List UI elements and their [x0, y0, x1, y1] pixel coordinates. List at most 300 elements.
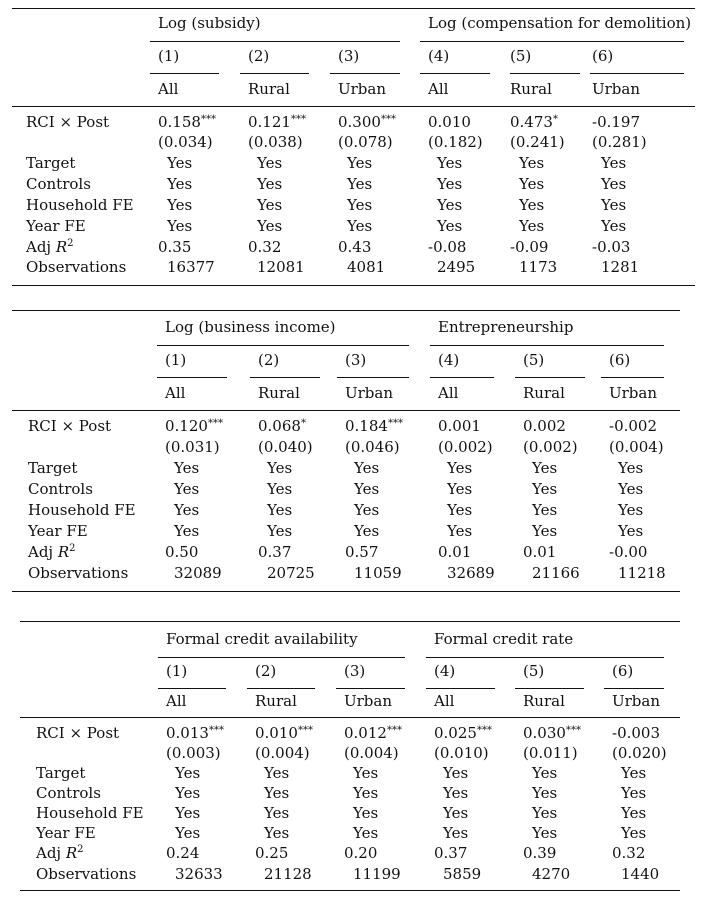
coefficient-cell-text: 0.025	[434, 724, 477, 742]
value-cell	[158, 238, 191, 256]
value-cell	[354, 522, 379, 540]
coefficient-cell	[248, 113, 306, 134]
value-cell-text: Yes	[443, 824, 469, 842]
value-cell-text: Yes	[167, 217, 193, 235]
row-label-text: Year FE	[36, 824, 96, 842]
coefficient-cell	[344, 724, 402, 745]
coefficient-cell-text: 0.158	[158, 113, 201, 131]
panel-1-group-rule	[157, 345, 409, 346]
coefficient-cell-text: 0.030	[523, 724, 566, 742]
panel-0-top-rule	[12, 8, 695, 9]
value-cell-text: Yes	[437, 175, 463, 193]
panel-2-col-label	[612, 692, 660, 710]
value-cell	[353, 804, 378, 822]
panel-1-col-number	[165, 351, 186, 369]
value-cell-text: Yes	[347, 175, 373, 193]
std-error-cell	[338, 133, 393, 151]
std-error-cell-text: (0.011)	[523, 744, 578, 762]
panel-1-col-label	[165, 384, 185, 402]
std-error-cell-text: (0.004)	[344, 744, 399, 762]
value-cell-text: Yes	[354, 480, 380, 498]
panel-2-col-label	[166, 692, 186, 710]
panel-2-col-rule	[247, 688, 315, 689]
row-label	[26, 196, 134, 214]
panel-2-col-number-text: (6)	[612, 662, 634, 680]
value-cell	[438, 543, 471, 561]
value-cell-text: Yes	[601, 217, 627, 235]
coefficient-cell-text: 0.068	[258, 417, 301, 435]
value-cell-text: Yes	[437, 196, 463, 214]
std-error-cell-text: (0.182)	[428, 133, 483, 151]
panel-2-col-number	[166, 662, 187, 680]
row-label	[26, 258, 126, 276]
row-label-text: RCI × Post	[28, 417, 112, 435]
row-label	[36, 724, 119, 742]
row-label-text: Observations	[26, 258, 127, 276]
value-cell	[264, 764, 289, 782]
panel-1-group-title	[165, 318, 336, 336]
value-cell-text: Yes	[167, 196, 193, 214]
panel-0-col-label-text: All	[158, 80, 179, 98]
panel-0-bottom-rule	[12, 285, 695, 286]
panel-0-group-title	[428, 14, 691, 32]
value-cell	[519, 196, 544, 214]
value-cell-text: Yes	[447, 501, 473, 519]
panel-2-col-number-text: (1)	[166, 662, 188, 680]
value-cell-text: Yes	[601, 196, 627, 214]
coefficient-cell	[255, 724, 313, 745]
value-cell	[519, 154, 544, 172]
value-cell	[264, 804, 289, 822]
value-cell-text: Yes	[174, 501, 200, 519]
value-cell	[347, 196, 372, 214]
value-cell	[344, 844, 377, 862]
value-cell	[255, 844, 288, 862]
panel-1-group-title	[438, 318, 573, 336]
panel-2-group-rule	[158, 657, 405, 658]
value-cell	[345, 543, 378, 561]
row-label	[36, 784, 101, 802]
panel-1-col-number	[258, 351, 279, 369]
panel-2-col-label-text: Urban	[612, 692, 661, 710]
value-cell-text: 0.32	[612, 844, 646, 862]
row-label	[26, 217, 86, 235]
value-cell-text: Yes	[601, 175, 627, 193]
panel-2-group-rule	[426, 657, 664, 658]
value-cell	[353, 824, 378, 842]
row-label	[28, 501, 136, 519]
significance-stars: ***	[208, 725, 224, 736]
value-cell	[621, 824, 646, 842]
value-cell-text: 2495	[437, 258, 476, 276]
row-label-text: RCI × Post	[26, 113, 110, 131]
coefficient-cell-text: -0.002	[609, 417, 658, 435]
value-cell-text: Yes	[532, 764, 558, 782]
panel-2-col-number-text: (4)	[434, 662, 456, 680]
value-cell-text: Yes	[264, 764, 290, 782]
panel-0-group-rule	[420, 41, 684, 42]
value-cell-text: Yes	[447, 522, 473, 540]
value-cell-text: Yes	[532, 804, 558, 822]
panel-0-col-number	[338, 47, 359, 65]
value-cell-text: 11059	[354, 564, 402, 582]
coefficient-cell-text: 0.010	[255, 724, 298, 742]
significance-stars: ***	[476, 725, 492, 736]
value-cell-text: 12081	[257, 258, 305, 276]
value-cell-text: 32689	[447, 564, 495, 582]
value-cell	[447, 522, 472, 540]
value-cell-text: 0.20	[344, 844, 378, 862]
panel-1-col-number-text: (5)	[523, 351, 545, 369]
panel-2-group-title	[166, 630, 358, 648]
std-error-cell-text: (0.046)	[345, 438, 400, 456]
coefficient-cell-text: -0.197	[592, 113, 641, 131]
value-cell-text: 0.37	[258, 543, 292, 561]
panel-0-col-number	[248, 47, 269, 65]
panel-0-col-rule	[590, 73, 684, 74]
significance-stars: ***	[565, 725, 581, 736]
value-cell-text: -0.08	[428, 238, 467, 256]
value-cell	[267, 480, 292, 498]
coefficient-cell-text: 0.473	[510, 113, 553, 131]
value-cell-text: Yes	[354, 522, 380, 540]
coefficient-cell	[258, 417, 306, 438]
panel-2-col-number	[344, 662, 365, 680]
value-cell	[354, 459, 379, 477]
value-cell	[347, 175, 372, 193]
row-label	[28, 480, 93, 498]
value-cell-text: Yes	[257, 175, 283, 193]
value-cell	[621, 764, 646, 782]
panel-1-col-rule	[601, 377, 664, 378]
value-cell-text: 0.39	[523, 844, 557, 862]
value-cell	[347, 217, 372, 235]
value-cell-text: Yes	[437, 217, 463, 235]
row-label	[28, 564, 128, 582]
row-label	[28, 543, 76, 564]
std-error-cell-text: (0.020)	[612, 744, 667, 762]
panel-1-group-title-text: Entrepreneurship	[438, 318, 574, 336]
std-error-cell	[258, 438, 313, 456]
value-cell	[510, 238, 548, 256]
panel-1-col-number	[345, 351, 366, 369]
panel-1-col-number-text: (2)	[258, 351, 280, 369]
value-cell	[618, 480, 643, 498]
row-label-text: Target	[26, 154, 76, 172]
value-cell-text: -0.00	[609, 543, 648, 561]
r-symbol: R	[57, 543, 70, 561]
value-cell	[174, 501, 199, 519]
panel-1-col-number-text: (4)	[438, 351, 460, 369]
value-cell	[175, 784, 200, 802]
value-cell	[532, 480, 557, 498]
value-cell-text: Yes	[264, 784, 290, 802]
panel-2-col-label-text: Urban	[344, 692, 393, 710]
value-cell-text: 0.57	[345, 543, 379, 561]
value-cell	[532, 522, 557, 540]
panel-1-col-label-text: Urban	[345, 384, 394, 402]
value-cell	[174, 564, 222, 582]
value-cell	[267, 459, 292, 477]
std-error-cell-text: (0.010)	[434, 744, 489, 762]
value-cell	[618, 459, 643, 477]
value-cell	[264, 784, 289, 802]
value-cell-text: Yes	[267, 459, 293, 477]
value-cell	[532, 501, 557, 519]
value-cell	[264, 865, 312, 883]
panel-1-col-rule	[515, 377, 585, 378]
value-cell	[532, 459, 557, 477]
row-label-text: Observations	[36, 865, 137, 883]
std-error-cell	[523, 744, 578, 762]
value-cell	[353, 784, 378, 802]
panel-0-col-rule	[150, 73, 219, 74]
value-cell	[167, 154, 192, 172]
value-cell-text: Yes	[618, 459, 644, 477]
value-cell-text: Yes	[443, 764, 469, 782]
value-cell-text: Yes	[347, 217, 373, 235]
value-cell	[434, 844, 467, 862]
coefficient-cell-text: 0.300	[338, 113, 381, 131]
value-cell	[167, 217, 192, 235]
value-cell-text: 1173	[519, 258, 558, 276]
row-label-text: Household FE	[26, 196, 134, 214]
significance-stars: *	[300, 418, 306, 429]
coefficient-cell	[609, 417, 657, 438]
panel-1-col-rule	[157, 377, 227, 378]
value-cell-text: 0.43	[338, 238, 372, 256]
panel-2-col-number	[255, 662, 276, 680]
value-cell-text: 0.50	[165, 543, 199, 561]
value-cell	[601, 154, 626, 172]
row-label-text: RCI × Post	[36, 724, 120, 742]
value-cell	[437, 196, 462, 214]
std-error-cell	[609, 438, 664, 456]
panel-2-col-number-text: (3)	[344, 662, 366, 680]
coefficient-cell-text: 0.120	[165, 417, 208, 435]
value-cell	[447, 564, 495, 582]
std-error-cell-text: (0.003)	[166, 744, 221, 762]
value-cell	[174, 522, 199, 540]
value-cell	[257, 217, 282, 235]
significance-stars: ***	[386, 725, 402, 736]
value-cell	[601, 196, 626, 214]
value-cell-text: 1281	[601, 258, 640, 276]
panel-2-col-rule	[426, 688, 495, 689]
std-error-cell-text: (0.002)	[438, 438, 493, 456]
value-cell-text: 0.01	[523, 543, 557, 561]
panel-1-col-label	[258, 384, 300, 402]
value-cell	[519, 217, 544, 235]
value-cell-text: Yes	[532, 824, 558, 842]
value-cell-text: Yes	[175, 804, 201, 822]
row-label-text: Year FE	[26, 217, 86, 235]
significance-stars: ***	[297, 725, 313, 736]
value-cell	[618, 522, 643, 540]
value-cell-text: Yes	[175, 824, 201, 842]
panel-0-col-label-text: All	[428, 80, 449, 98]
value-cell	[532, 804, 557, 822]
row-label-text: Adj	[36, 844, 62, 862]
panel-1-group-rule	[430, 345, 664, 346]
value-cell	[166, 844, 199, 862]
row-label	[36, 764, 85, 782]
std-error-cell-text: (0.034)	[158, 133, 213, 151]
std-error-cell	[248, 133, 303, 151]
panel-0-col-number-text: (6)	[592, 47, 614, 65]
std-error-cell-text: (0.038)	[248, 133, 303, 151]
coefficient-cell	[523, 417, 566, 438]
value-cell-text: Yes	[447, 480, 473, 498]
coefficient-cell-text: 0.002	[523, 417, 566, 435]
value-cell	[267, 564, 315, 582]
std-error-cell	[510, 133, 565, 151]
panel-1-col-label	[609, 384, 657, 402]
significance-stars: ***	[380, 114, 396, 125]
value-cell-text: 21128	[264, 865, 312, 883]
panel-0-col-label	[248, 80, 290, 98]
value-cell	[264, 824, 289, 842]
coefficient-cell-text: 0.012	[344, 724, 387, 742]
panel-1-col-label	[523, 384, 565, 402]
value-cell-text: Yes	[519, 196, 545, 214]
value-cell-text: Yes	[437, 154, 463, 172]
std-error-cell-text: (0.078)	[338, 133, 393, 151]
panel-0-col-label-text: Urban	[592, 80, 641, 98]
value-cell-text: Yes	[174, 522, 200, 540]
value-cell	[523, 543, 556, 561]
significance-stars: *	[552, 114, 558, 125]
value-cell-text: Yes	[354, 459, 380, 477]
value-cell	[165, 543, 198, 561]
panel-2-bottom-rule	[20, 890, 680, 891]
panel-1-col-number	[438, 351, 459, 369]
value-cell-text: Yes	[519, 154, 545, 172]
value-cell	[428, 238, 466, 256]
value-cell-text: Yes	[167, 154, 193, 172]
row-label	[28, 417, 111, 435]
r-power: 2	[69, 543, 76, 554]
panel-1-col-label-text: Urban	[609, 384, 658, 402]
panel-0-col-number-text: (3)	[338, 47, 360, 65]
value-cell	[519, 258, 557, 276]
row-label	[36, 804, 144, 822]
std-error-cell	[165, 438, 220, 456]
coefficient-cell	[434, 724, 492, 745]
value-cell-text: Yes	[267, 501, 293, 519]
panel-0-col-number-text: (1)	[158, 47, 180, 65]
value-cell-text: Yes	[618, 480, 644, 498]
value-cell	[601, 217, 626, 235]
panel-2-col-label-text: All	[166, 692, 187, 710]
value-cell	[437, 154, 462, 172]
value-cell	[443, 764, 468, 782]
value-cell	[519, 175, 544, 193]
row-label-text: Target	[36, 764, 86, 782]
r-squared-symbol	[53, 543, 75, 561]
panel-2-col-rule	[604, 688, 664, 689]
significance-stars: ***	[207, 418, 223, 429]
std-error-cell-text: (0.031)	[165, 438, 220, 456]
value-cell	[532, 865, 570, 883]
std-error-cell	[166, 744, 221, 762]
panel-2-col-number	[523, 662, 544, 680]
value-cell	[167, 196, 192, 214]
panel-0-col-label	[592, 80, 640, 98]
panel-0-col-label	[158, 80, 178, 98]
std-error-cell	[592, 133, 647, 151]
value-cell-text: Yes	[257, 217, 283, 235]
std-error-cell-text: (0.241)	[510, 133, 565, 151]
panel-2-col-label-text: All	[434, 692, 455, 710]
coefficient-cell	[523, 724, 581, 745]
panel-1-col-rule	[337, 377, 409, 378]
value-cell	[353, 764, 378, 782]
value-cell-text: 32633	[175, 865, 223, 883]
row-label	[28, 459, 77, 477]
panel-2-col-label	[255, 692, 297, 710]
std-error-cell	[345, 438, 400, 456]
panel-2-col-rule	[158, 688, 226, 689]
coefficient-cell	[338, 113, 396, 134]
value-cell	[437, 258, 475, 276]
value-cell	[443, 804, 468, 822]
panel-0-group-title-text: Log (subsidy)	[158, 14, 261, 32]
value-cell	[174, 459, 199, 477]
value-cell-text: Yes	[601, 154, 627, 172]
panel-1-mid-rule	[12, 410, 680, 411]
panel-1-top-rule	[12, 310, 680, 311]
row-label-text: Controls	[28, 480, 93, 498]
panel-0-col-label	[510, 80, 552, 98]
value-cell	[532, 784, 557, 802]
panel-2-group-title-text: Formal credit availability	[166, 630, 358, 648]
row-label	[36, 865, 136, 883]
coefficient-cell-text: 0.121	[248, 113, 291, 131]
value-cell	[175, 764, 200, 782]
panel-2-mid-rule	[20, 717, 680, 718]
value-cell-text: 0.37	[434, 844, 468, 862]
value-cell-text: 16377	[167, 258, 215, 276]
std-error-cell	[158, 133, 213, 151]
value-cell-text: Yes	[347, 154, 373, 172]
value-cell-text: Yes	[443, 804, 469, 822]
row-label-text: Target	[28, 459, 78, 477]
panel-0-col-label	[338, 80, 386, 98]
panel-2-col-label	[434, 692, 454, 710]
panel-1-col-number-text: (1)	[165, 351, 187, 369]
row-label	[36, 824, 96, 842]
panel-2-col-number	[434, 662, 455, 680]
row-label	[36, 844, 84, 865]
value-cell	[532, 824, 557, 842]
coefficient-cell-text: 0.001	[438, 417, 481, 435]
value-cell	[347, 154, 372, 172]
panel-2-group-title	[434, 630, 573, 648]
std-error-cell	[434, 744, 489, 762]
panel-2-group-title-text: Formal credit rate	[434, 630, 574, 648]
value-cell-text: Yes	[532, 501, 558, 519]
value-cell-text: Yes	[532, 480, 558, 498]
value-cell-text: Yes	[621, 764, 647, 782]
std-error-cell	[523, 438, 578, 456]
std-error-cell	[438, 438, 493, 456]
value-cell	[601, 258, 639, 276]
value-cell-text: Yes	[353, 764, 379, 782]
value-cell-text: Yes	[257, 196, 283, 214]
coefficient-cell	[166, 724, 224, 745]
value-cell	[353, 865, 401, 883]
